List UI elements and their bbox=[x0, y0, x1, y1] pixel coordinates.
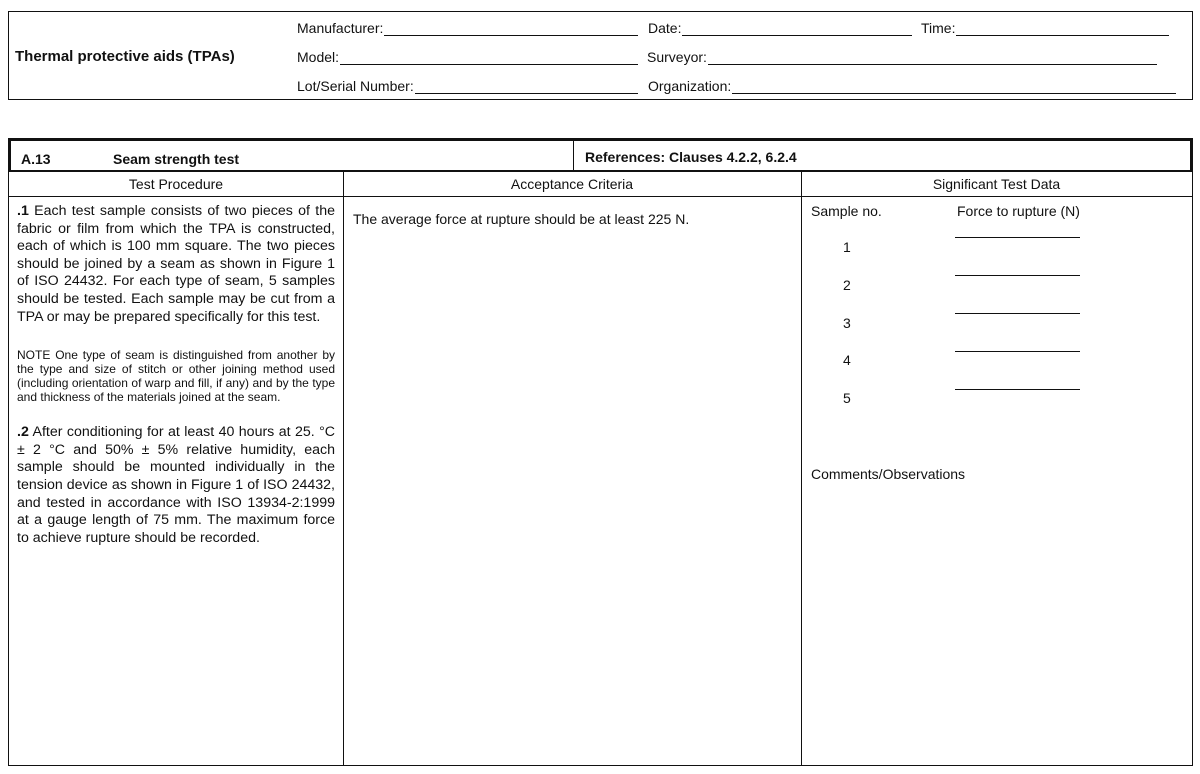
acceptance-criteria: The average force at rupture should be at least 225 N. bbox=[353, 211, 690, 227]
comments-label: Comments/Observations bbox=[811, 466, 966, 482]
procedure-text bbox=[17, 203, 335, 547]
time-field[interactable] bbox=[921, 20, 1169, 36]
date-label: Date: bbox=[648, 20, 682, 36]
procedure-step-1 bbox=[17, 203, 335, 326]
time-label: Time: bbox=[921, 20, 956, 36]
header-box bbox=[8, 11, 1193, 100]
lot-serial-field[interactable] bbox=[297, 78, 638, 94]
col-head-procedure: Test Procedure bbox=[9, 172, 343, 197]
sample-number: 2 bbox=[843, 277, 851, 293]
step-1-text: Each test sample consists of two pieces of the fabric or film from which the TPA is constructed, each of which is 100 mm square. The two pieces should be joined by a seam as shown in Figure 1 of ISO 24432. For each type of seam, 5 samples should be tested. Each sample may be cut from a TPA or may be prepared specifically for this test. bbox=[17, 203, 335, 325]
organization-field[interactable] bbox=[648, 78, 1176, 94]
surveyor-field[interactable] bbox=[647, 49, 1157, 65]
sample-number: 5 bbox=[843, 390, 851, 406]
procedure-note: NOTE One type of seam is distinguished from another by the type and size of stitch or other joining method used (including orientation of warp and fill, if any) and by the type and thickness of the materials joined at the seam. bbox=[17, 348, 335, 405]
sample-no-label: Sample no. bbox=[811, 203, 882, 219]
organization-line[interactable] bbox=[732, 79, 1176, 94]
manufacturer-label: Manufacturer: bbox=[297, 20, 384, 36]
time-line[interactable] bbox=[956, 21, 1169, 36]
section-title-row bbox=[9, 139, 1192, 172]
document-title: Thermal protective aids (TPAs) bbox=[15, 48, 235, 65]
force-entry-line[interactable] bbox=[955, 237, 1080, 238]
date-line[interactable] bbox=[682, 21, 912, 36]
model-line[interactable] bbox=[340, 50, 638, 65]
force-entry-line[interactable] bbox=[955, 275, 1080, 276]
lot-serial-line[interactable] bbox=[415, 79, 638, 94]
procedure-step-2 bbox=[17, 424, 335, 547]
step-2-number: .2 bbox=[17, 424, 29, 441]
title-divider bbox=[573, 141, 574, 170]
references: References: Clauses 4.2.2, 6.2.4 bbox=[585, 149, 797, 165]
surveyor-label: Surveyor: bbox=[647, 49, 707, 65]
test-table bbox=[8, 138, 1193, 766]
lot-serial-label: Lot/Serial Number: bbox=[297, 78, 414, 94]
force-entry-line[interactable] bbox=[955, 351, 1080, 352]
col-head-criteria: Acceptance Criteria bbox=[343, 172, 801, 197]
organization-label: Organization: bbox=[648, 78, 732, 94]
model-label: Model: bbox=[297, 49, 340, 65]
column-divider bbox=[343, 172, 344, 765]
step-2-text: After conditioning for at least 40 hours at 25. °C ± 2 °C and 50% ± 5% relative humidity, each sample should be mounted individually in the tension device as shown in Figure 1 of ISO 24432, and tested in accordance with ISO 13934-2:1999 at a gauge length of 75 mm. The maximum force to achieve rupture should be recorded. bbox=[17, 424, 335, 546]
section-title: Seam strength test bbox=[113, 151, 240, 167]
force-entry-line[interactable] bbox=[955, 389, 1080, 390]
sample-number: 4 bbox=[843, 352, 851, 368]
sample-number: 1 bbox=[843, 239, 851, 255]
force-label: Force to rupture (N) bbox=[957, 203, 1080, 219]
model-field[interactable] bbox=[297, 49, 638, 65]
surveyor-line[interactable] bbox=[708, 50, 1157, 65]
column-divider bbox=[801, 172, 802, 765]
col-head-data: Significant Test Data bbox=[801, 172, 1192, 197]
sample-number: 3 bbox=[843, 315, 851, 331]
section-number: A.13 bbox=[21, 151, 51, 167]
manufacturer-field[interactable] bbox=[297, 20, 638, 36]
date-field[interactable] bbox=[648, 20, 912, 36]
manufacturer-line[interactable] bbox=[384, 21, 638, 36]
step-1-number: .1 bbox=[17, 203, 29, 219]
force-entry-line[interactable] bbox=[955, 313, 1080, 314]
